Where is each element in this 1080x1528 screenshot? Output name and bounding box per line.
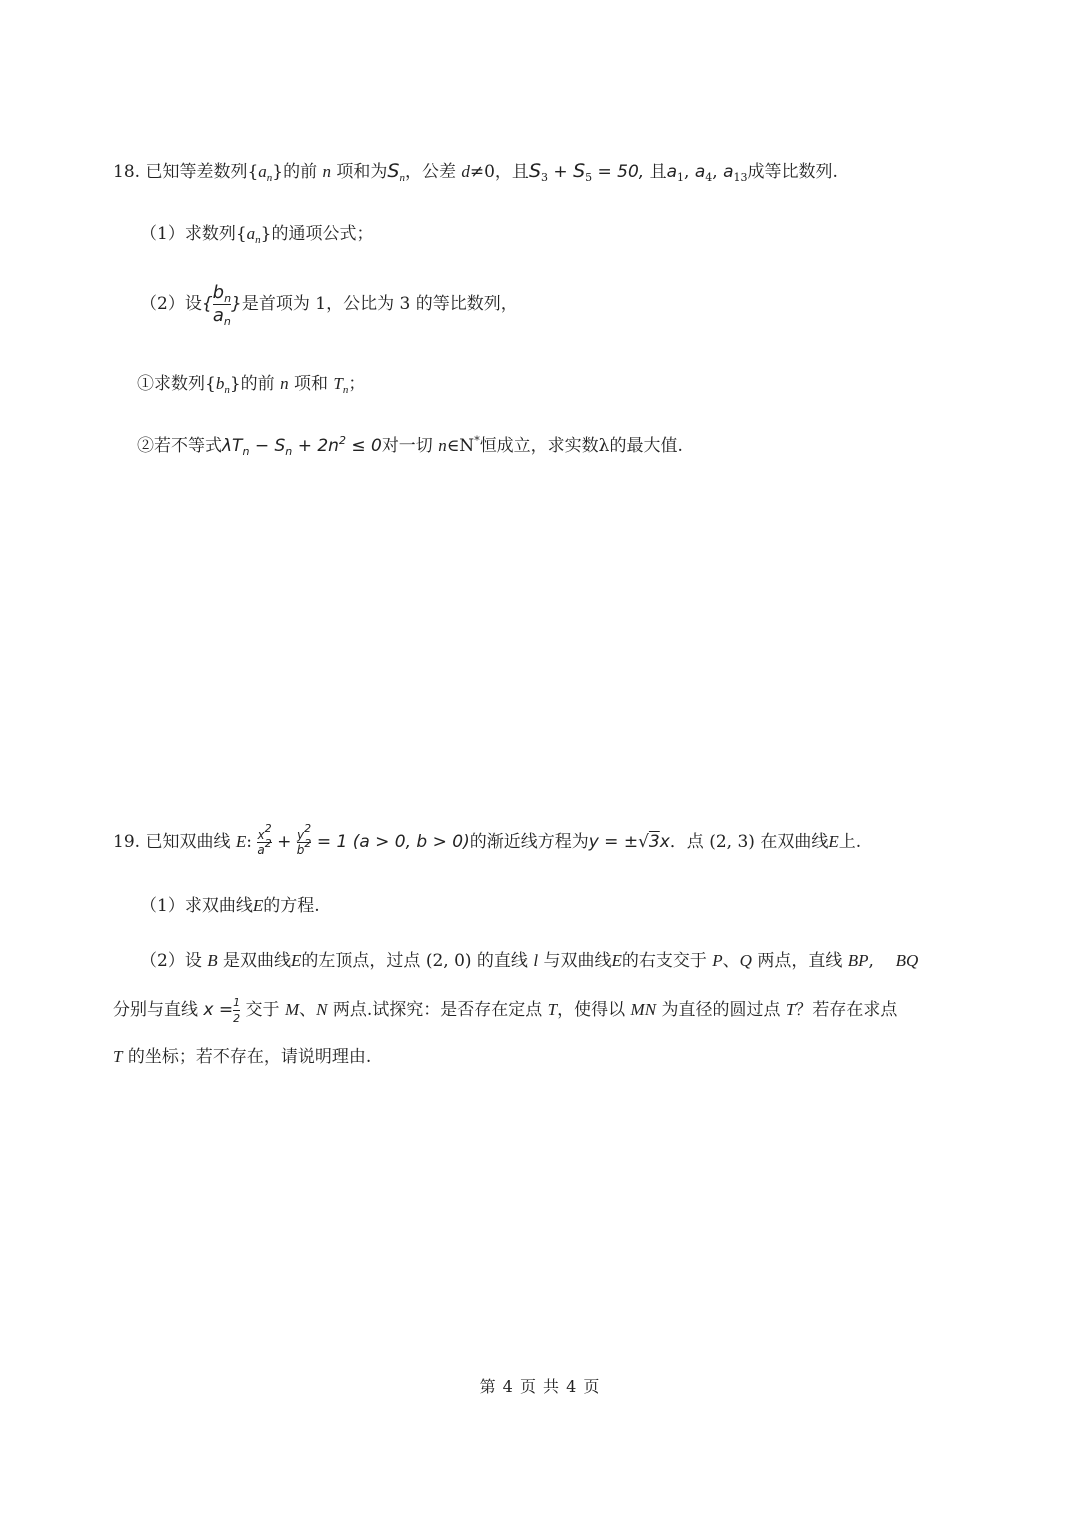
page-footer: 第 4 页 共 4 页: [479, 1377, 601, 1396]
fraction-x2-a2: $\frac{x^2}{a^2}$: [257, 822, 272, 857]
q18-part2: （2）设{ $\frac{b_n}{a_n}$ }是首项为 1，公比为 3 的等比数列，: [140, 282, 518, 328]
fraction-y2-b2: $\frac{y^2}{b^2}$: [296, 822, 312, 857]
fraction-bn-an: $\frac{b_n}{a_n}$: [212, 282, 232, 328]
q19-stem: 19. 已知双曲线 E: $\frac{x^2}{a^2}$ + $\frac{y^2}{b^2}$ = 1 (a > 0, b > 0)的渐近线方程为y = ±√3x．点 (2, 3) 在双曲线E上.: [113, 822, 862, 857]
q18-sub2: ②若不等式$\lambda T_n - S_n + 2n^2 \le 0$对一切 n∈N*恒成立，求实数λ的最大值.: [137, 434, 683, 458]
q19-part1: （1）求双曲线E的方程.: [140, 896, 320, 916]
q19-part2-line2: 分别与直线 x = $\frac{1}{2}$ 交于 M、N 两点.试探究：是否存在定点 T，使得以 MN 为直径的圆过点 T？若存在求点: [113, 996, 898, 1025]
q19-part2-line1: （2）设 B 是双曲线E的左顶点，过点 (2, 0) 的直线 l 与双曲线E的右支交于 P、Q 两点，直线 BP, BQ: [140, 951, 919, 971]
q18-sub1: ①求数列$\{b_n\}$的前 n 项和 $T_n$；: [137, 374, 366, 396]
fraction-one-half: $\frac{1}{2}$: [233, 996, 241, 1025]
q18-part1: （1）求数列$\{a_n\}$的通项公式；: [140, 224, 374, 246]
q18-stem: 18. 已知等差数列$\{a_n\}$的前 n 项和为$S_n$，公差 d≠0，且$S_3 + S_5 = 50$, 且$a_1$, $a_4$, $a_{13}$成等比数列.: [113, 160, 838, 184]
q19-part2-line3: T 的坐标；若不存在，请说明理由.: [113, 1047, 372, 1067]
